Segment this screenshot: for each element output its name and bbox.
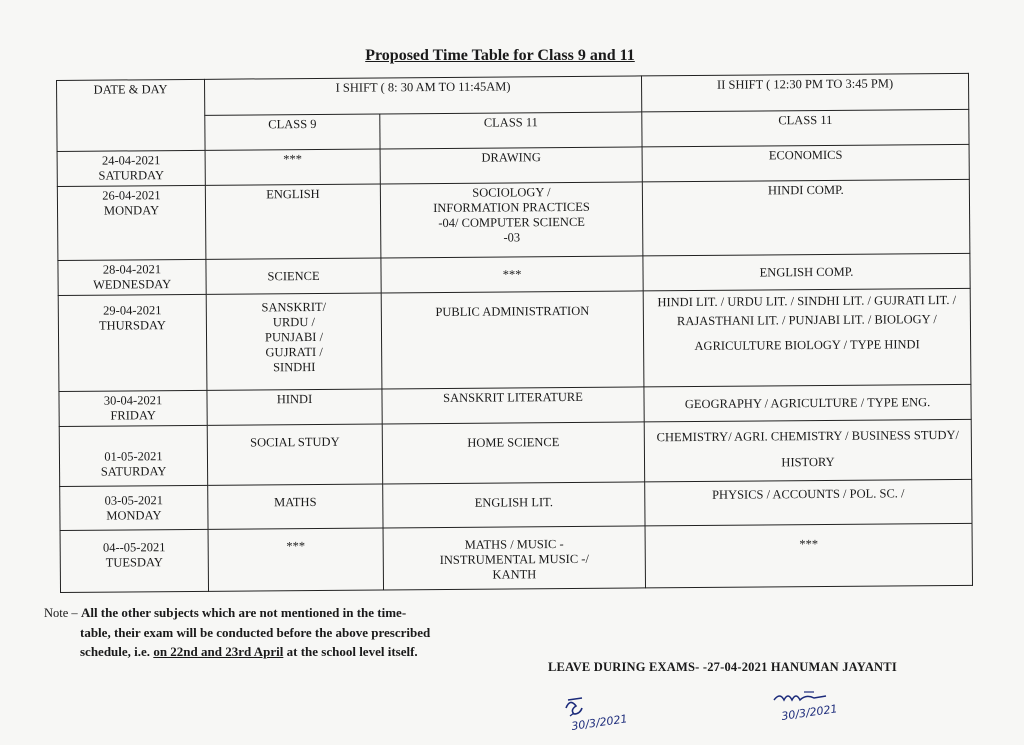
date-cell [59,390,207,426]
note-line-3-pre: schedule, i.e. [80,644,151,659]
shift1-header: I SHIFT ( 8: 30 AM TO 11:45AM) [204,76,641,115]
class11-shift2-header: CLASS 11 [642,109,969,147]
class11-shift1-cell: ENGLISH LIT. [383,482,645,528]
note-line-3-post: at the school level itself. [286,644,418,659]
page-title: Proposed Time Table for Class 9 and 11 [365,47,635,64]
date: 24-04-2021 [101,153,161,168]
note-dates: on 22nd and 23rd April [153,644,284,659]
leave-notice: LEAVE DURING EXAMS- -27-04-2021 HANUMAN JAYANTI [548,660,897,674]
class11-shift2-cell: GEOGRAPHY / AGRICULTURE / TYPE ENG. [644,384,971,422]
class9-header: CLASS 9 [205,113,380,150]
class11-shift2-cell: ENGLISH COMP. [643,253,970,291]
note-line-1: All the other subjects which are not mentioned in the time- [80,605,407,620]
date-cell [57,150,205,186]
class9-cell: *** [205,149,380,185]
date-cell [60,529,208,592]
date: 26-04-2021 [102,188,161,203]
day: THURSDAY [98,318,166,333]
subjects-line: HINDI LIT. / URDU LIT. / SINDHI LIT. / GUJRATI LIT. / RAJASTHANI LIT. / PUNJABI LIT. / BIOLOGY / [657,292,957,329]
class11-shift1-cell: PUBLIC ADMINISTRATION [381,291,644,389]
table-row [60,523,972,592]
class11-shift1-cell: SANSKRIT LITERATURE [382,387,644,424]
date-cell [57,185,206,260]
table-row [57,179,970,260]
date-cell [60,485,208,530]
class11-shift2-cell: CHEMISTRY/ AGRI. CHEMISTRY / BUSINESS STUDY/ HISTORY [644,419,971,482]
date: 29-04-2021 [103,303,162,318]
class9-cell: SCIENCE [206,258,381,294]
class9-cell: HINDI [207,389,382,425]
signature-2 [770,684,860,730]
date-cell [58,259,206,295]
class11-shift2-cell: HINDI COMP. [642,179,970,256]
signature-1-date: 30/3/2021 [570,712,629,733]
signature-1 [560,694,640,738]
day: FRIDAY [110,408,156,423]
signature-2-scribble [770,684,860,730]
date-cell [59,425,207,486]
table-row [60,479,972,530]
class11-shift1-cell: *** [381,256,643,293]
class11-shift2-cell: ECONOMICS [642,144,969,182]
class11-shift1-header: CLASS 11 [380,111,642,149]
footnote [44,603,524,661]
class9-cell: *** [208,528,383,591]
shift2-header: II SHIFT ( 12:30 PM TO 3:45 PM) [641,73,968,111]
date: 01-05-2021 [104,449,163,464]
day: SATURDAY [100,464,167,479]
class11-shift1-cell: DRAWING [380,147,642,184]
timetable [56,73,973,593]
date: 30-04-2021 [103,393,163,408]
signature-2-date: 30/3/2021 [780,702,839,723]
date-cell [58,294,207,391]
class11-shift1-cell: HOME SCIENCE [382,422,644,484]
class9-cell: SOCIAL STUDY [207,424,382,485]
note-label: Note – [44,606,78,620]
class9-cell: ENGLISH [205,184,381,259]
table-row [58,288,971,391]
class9-cell: MATHS [208,484,383,529]
day: MONDAY [103,203,160,218]
signature-1-scribble [560,694,640,738]
note-line-3 [44,642,524,661]
note-line-2: table, their exam will be conducted before the above prescribed [80,625,431,640]
class11-shift1-cell: SOCIOLOGY / INFORMATION PRACTICES -04/ COMPUTER SCIENCE -03 [380,182,643,258]
date: 03-05-2021 [104,492,164,508]
day: MONDAY [106,507,162,523]
class11-shift2-cell [643,288,971,387]
class11-shift2-cell: *** [645,523,972,588]
class11-shift1-cell: MATHS / MUSIC - INSTRUMENTAL MUSIC -/ KANTH [383,526,645,590]
date: 04--05-2021 [102,540,166,555]
class11-shift2-cell: PHYSICS / ACCOUNTS / POL. SC. / [645,479,972,526]
table-row [59,419,971,486]
date-day-header: DATE & DAY [57,79,206,151]
day: WEDNESDAY [93,277,172,292]
day: TUESDAY [105,555,163,570]
class9-cell: SANSKRIT/ URDU / PUNJABI / GUJRATI / SINDHI [206,293,382,390]
date: 28-04-2021 [102,262,162,277]
subjects-line-extra: AGRICULTURE BIOLOGY / TYPE HINDI [694,337,920,353]
day: SATURDAY [98,168,165,183]
